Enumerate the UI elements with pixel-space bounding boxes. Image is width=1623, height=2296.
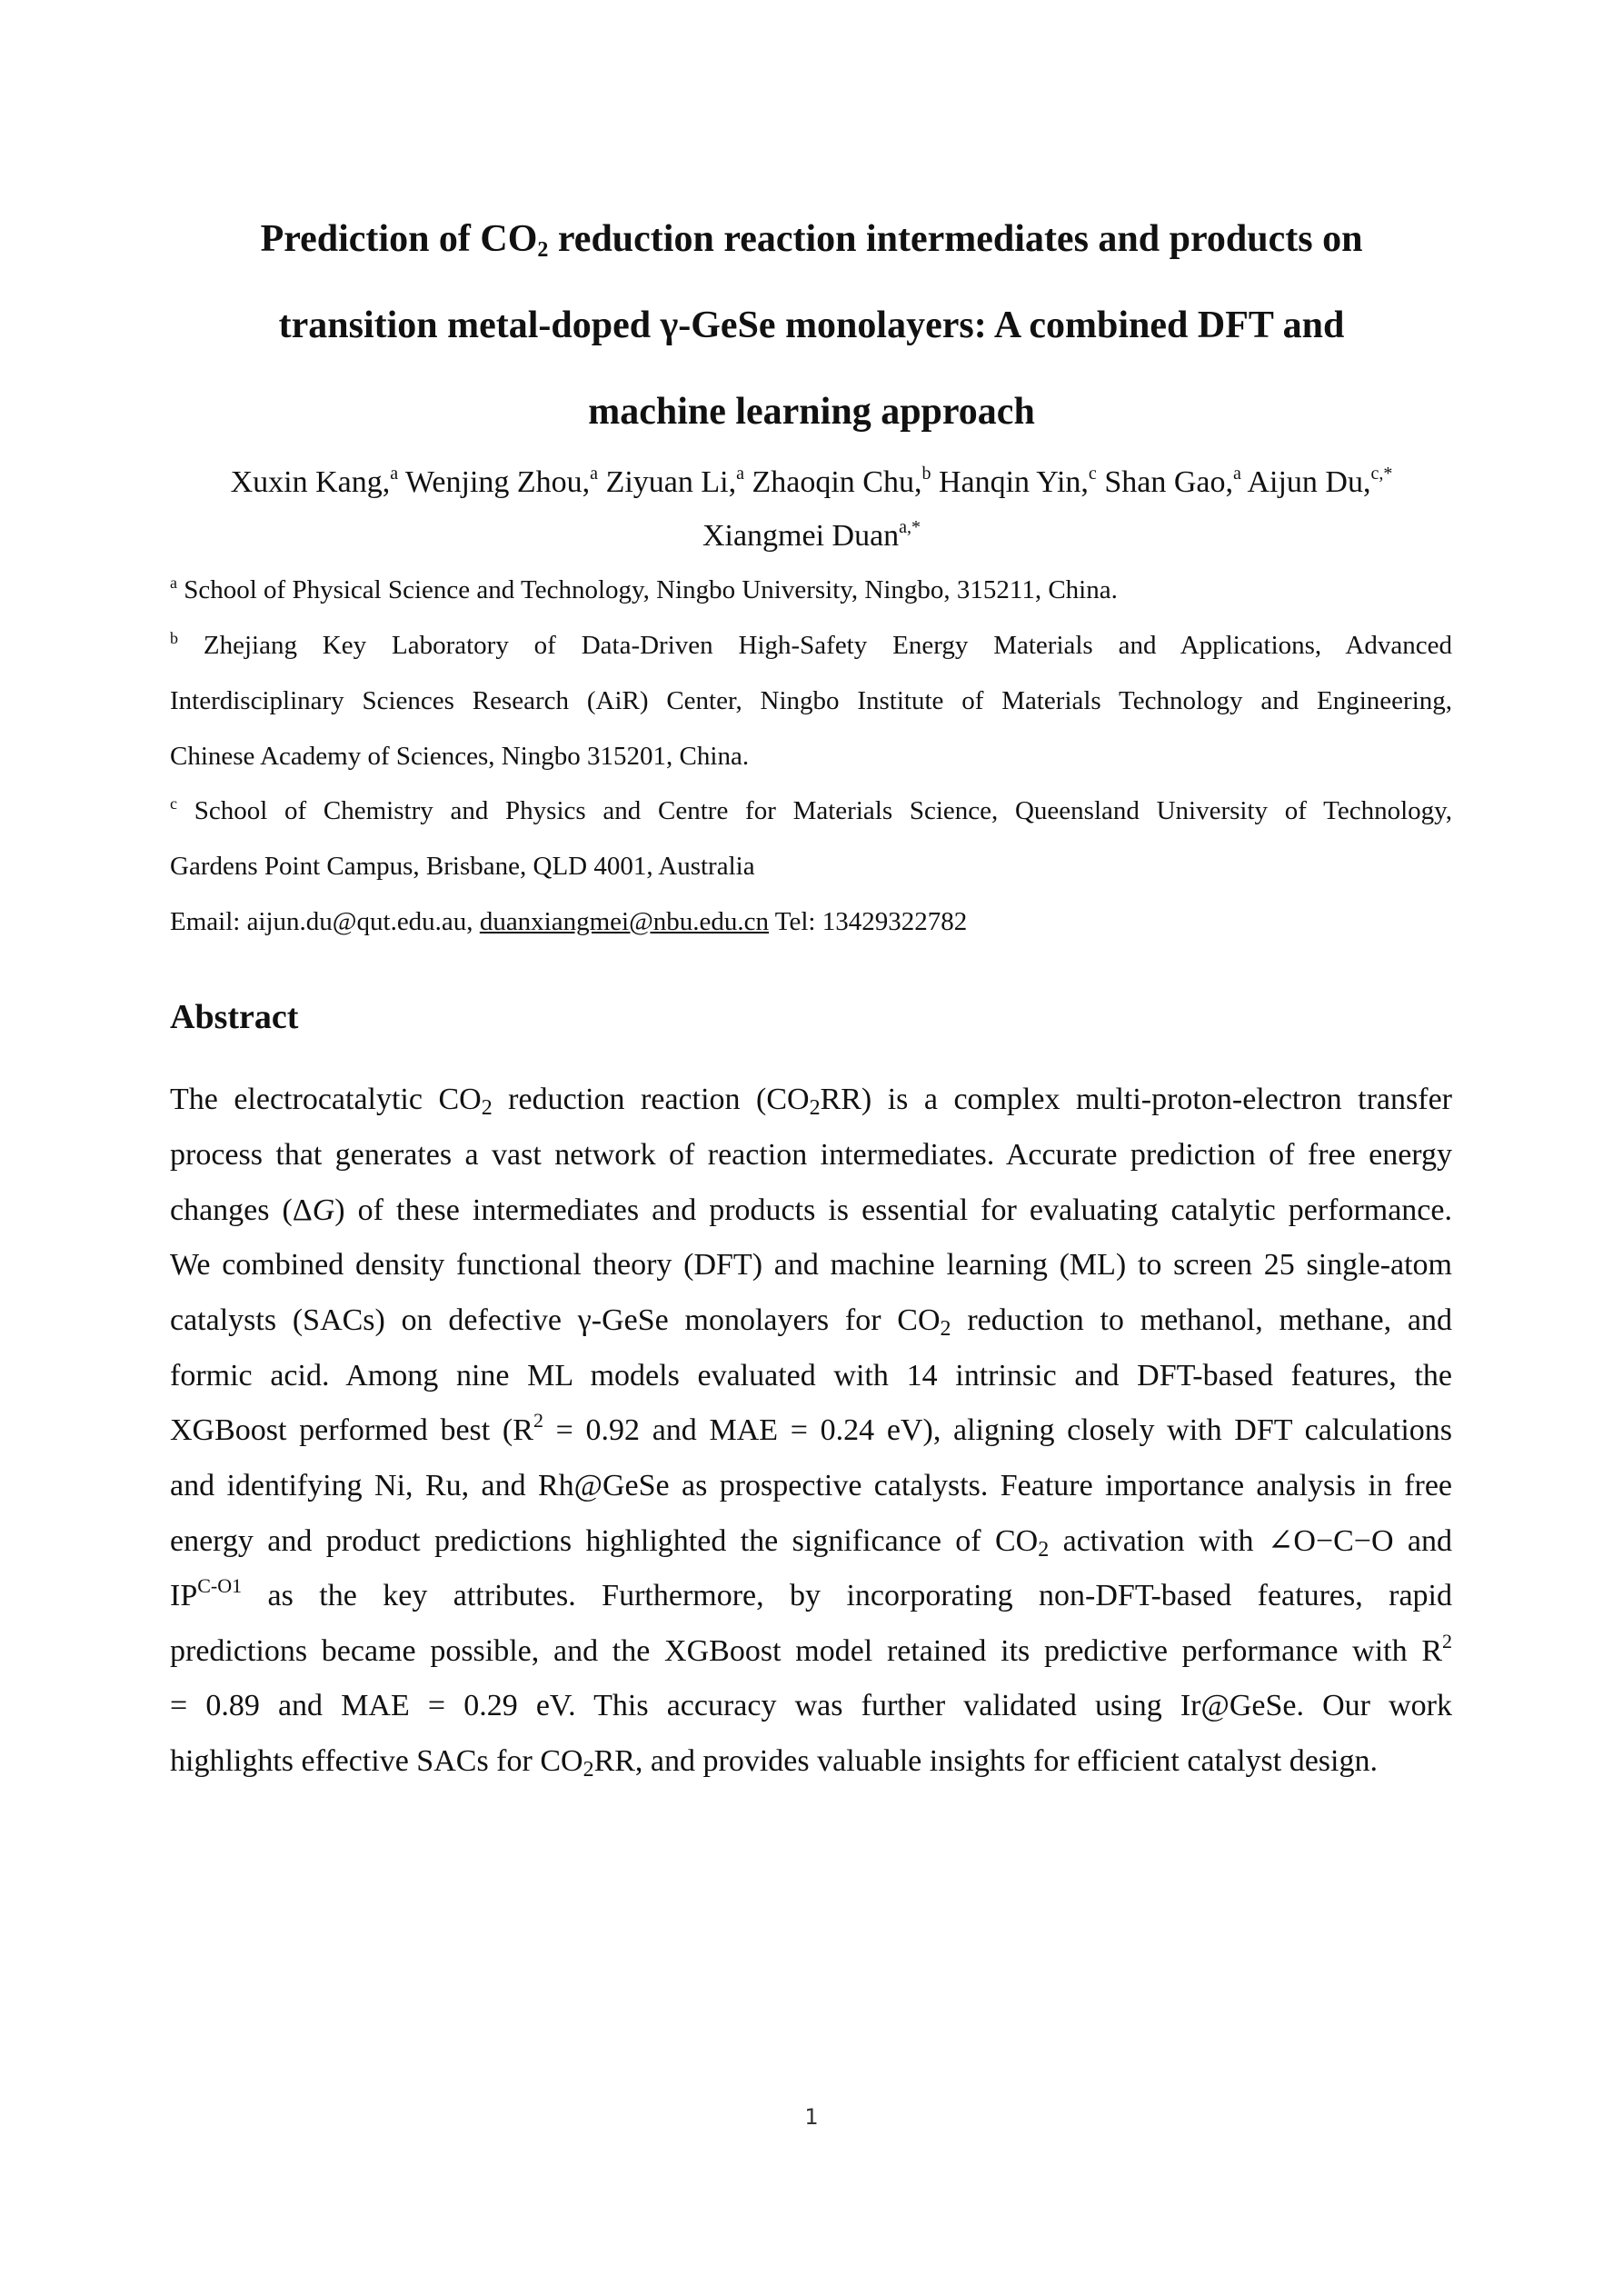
author-affiliation-mark: a: [390, 464, 399, 484]
author-list-last: [0, 517, 1623, 553]
abstract-line: The electrocatalytic $CO_2$ reduction reaction $(CO_2RR)$ is a complex multi-proton-electron transfer: [170, 1083, 1452, 1120]
paper-title-line-2: transition metal-doped γ-GeSe monolayers: A combined DFT and: [278, 304, 1345, 346]
author: Aijun Du,: [1240, 465, 1371, 499]
abstract-line: formic acid. Among nine ML models evaluated with 14 intrinsic and DFT-based features, the: [170, 1359, 1452, 1393]
affiliation-a: $^a$ School of Physical Science and Technology, Ningbo University, Ningbo, 315211, China.: [170, 574, 1118, 604]
abstract-line: XGBoost performed best ($R^2 = 0.92$ and MAE = 0.24 eV), aligning closely with DFT calculations: [170, 1409, 1453, 1447]
author-affiliation-mark: a: [736, 464, 744, 484]
abstract-line: energy and product predictions highlighted the significance of $CO_2$ activation with ∠O−C−O and: [170, 1524, 1452, 1562]
author: Zhaoqin Chu,: [743, 465, 922, 499]
author-affiliation-mark: c,*: [1370, 464, 1393, 484]
abstract-line: = 0.89 and MAE = 0.29 eV. This accuracy was further validated using Ir@GeSe. Our work: [170, 1689, 1452, 1722]
author: Shan Gao,: [1096, 465, 1233, 499]
paper-title-line-1: Prediction of $CO_2$ reduction reaction intermediates and products on: [260, 218, 1363, 262]
author-affiliation-mark: a: [1232, 464, 1241, 484]
abstract-line: highlights effective SACs for $CO_2RR$, and provides valuable insights for efficient catalyst design.: [170, 1744, 1378, 1782]
author-affiliation-mark: a: [590, 464, 599, 484]
author: Wenjing Zhou,: [398, 465, 591, 499]
author-affiliation-mark: a,*: [899, 517, 921, 537]
abstract-line: We combined density functional theory (DFT) and machine learning (ML) to screen 25 single-atom: [170, 1248, 1452, 1282]
abstract-line: catalysts (SACs) on defective γ-GeSe monolayers for $CO_2$ reduction to methanol, methane, and: [170, 1303, 1453, 1341]
abstract-heading: Abstract: [170, 998, 299, 1036]
author-affiliation-mark: c: [1088, 464, 1097, 484]
author: Xuxin Kang,: [230, 465, 391, 499]
author-list: [0, 464, 1623, 499]
affiliation-c-line-2: Gardens Point Campus, Brisbane, QLD 4001, Australia: [170, 852, 755, 881]
contact-line: Email: aijun.du@qut.edu.au, duanxiangmei@nbu.edu.cn Tel: 13429322782: [170, 907, 968, 936]
author: Ziyuan Li,: [598, 465, 737, 499]
abstract-line: $IP^{C-O1}$ as the key attributes. Furthermore, by incorporating non-DFT-based features, rapid: [170, 1574, 1452, 1612]
abstract-line: predictions became possible, and the XGBoost model retained its predictive performance with $R^2$: [170, 1630, 1452, 1668]
page-number: 1: [804, 2104, 819, 2130]
abstract-line: and identifying Ni, Ru, and Rh@GeSe as prospective catalysts. Feature importance analysis in free: [170, 1469, 1452, 1502]
author: Xiangmei Duan: [702, 519, 900, 553]
abstract-line: process that generates a vast network of reaction intermediates. Accurate prediction of free energy: [170, 1138, 1452, 1172]
paper-title-line-3: machine learning approach: [588, 391, 1035, 433]
affiliation-b-line-2: Interdisciplinary Sciences Research (AiR) Center, Ningbo Institute of Materials Technology and Engineering,: [170, 686, 1452, 715]
abstract-line: changes (ΔG) of these intermediates and products is essential for evaluating catalytic performance.: [170, 1193, 1452, 1227]
author-affiliation-mark: b: [921, 464, 931, 484]
affiliation-b-line-1: $^b$ Zhejiang Key Laboratory of Data-Driven High-Safety Energy Materials and Applications, Advanced: [170, 629, 1452, 660]
affiliation-b-line-3: Chinese Academy of Sciences, Ningbo 315201, China.: [170, 742, 750, 771]
email-link[interactable]: duanxiangmei@nbu.edu.cn: [479, 907, 770, 936]
author: Hanqin Yin,: [931, 465, 1089, 499]
affiliation-c-line-1: $^c$ School of Chemistry and Physics and Centre for Materials Science, Queensland University of Technology,: [170, 794, 1452, 825]
